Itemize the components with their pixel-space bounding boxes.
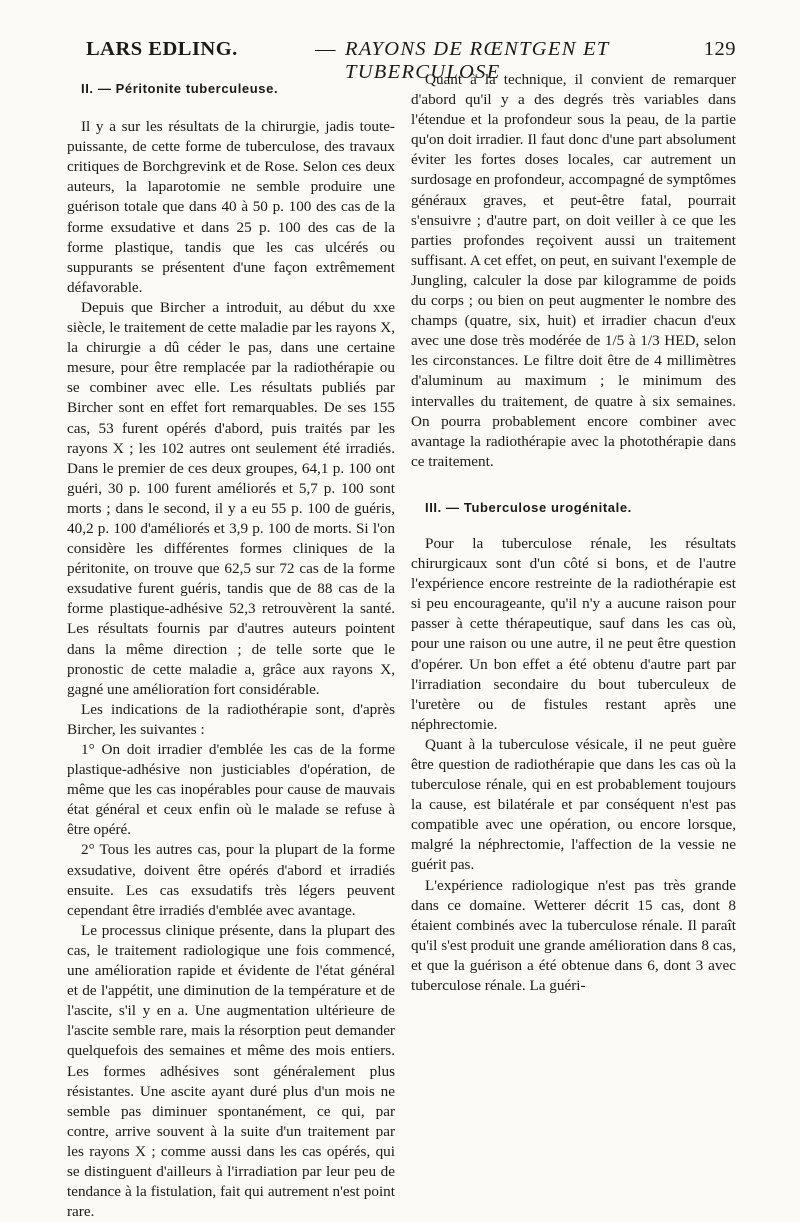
paragraph: Pour la tuberculose rénale, les résultats chirurgicaux sont d'un côté si bons, et de l'autre l'expérience encore restreinte de la radiothérapie est si peu encourageante, qu'il n'y a aucune raison pour passer à cette thérapeutique, sauf dans les cas où, pour une raison ou une autre, il ne peut être question d'opérer. Un bon effet a été obtenu d'autre part par l'irradiation secondaire du bout tuberculeux de l'uretère ou de fistules restant après une néphrectomie. bbox=[411, 534, 736, 733]
right-column bbox=[411, 70, 736, 996]
paragraph: 1° On doit irradier d'emblée les cas de la forme plastique-adhésive non justiciables d'opération, de même que les cas inopérables pour cause de mauvais état général et ceux enfin où le malade se refuse à être opéré. bbox=[67, 741, 395, 839]
section-heading-peritonite: II. — Péritonite tuberculeuse. bbox=[81, 81, 279, 96]
paragraph: L'expérience radiologique n'est pas très grande dans ce domaine. Wetterer décrit 15 cas, dont 8 étaient combinés avec la tuberculose rénale. Il paraît qu'il s'est produit une grande amélioration dans 8 cas, et que la guérison a été obtenue dans 6, dont 3 avec tuberculose rénale. La guéri- bbox=[411, 876, 736, 995]
section-heading-urogenitale: III. — Tuberculose urogénitale. bbox=[425, 499, 632, 515]
left-column bbox=[67, 73, 395, 1222]
paragraph: Depuis que Bircher a introduit, au début du xxe siècle, le traitement de cette maladie par les rayons X, la chirurgie a dû céder le pas, dans une certaine mesure, pour être remplacée par la radiothérapie ou se combiner avec elle. Les résultats publiés par Bircher sont en effet fort remarquables. De ses 155 cas, 53 furent opérés d'abord, puis traités par les rayons X ; les 102 autres ont seulement été irradiés. Dans le premier de ces deux groupes, 64,1 p. 100 ont guéri, 30 p. 100 furent améliorés et 5,7 p. 100 sont morts ; dans le second, il y a eu 55 p. 100 de guéris, 40,2 p. 100 d'améliorés et 3,9 p. 100 de morts. Si l'on considère les différentes formes cliniques de la péritonite, on trouve que 62,5 sur 72 cas de la forme exsudative furent guéris, tandis que de 88 cas de la forme plastique-adhésive 52,3 retrouvèrent la santé. Les résultats fournis par d'autres auteurs pointent dans la même direction ; de telle sorte que le pronostic de cette maladie a, grâce aux rayons X, gagné une amélioration fort considérable. bbox=[67, 298, 395, 698]
paragraph: Il y a sur les résultats de la chirurgie, jadis toute-puissante, de cette forme de tuberculose, des travaux critiques de Borchgrevink et de Rose. Selon ces deux auteurs, la laparotomie ne semble produire une guérison totale que dans 40 à 50 p. 100 des cas de la forme exsudative et dans 25 p. 100 des cas de la forme plastique, tandis que les cas ulcérés ou suppurants se présentent d'une façon extrêmement défavorable. bbox=[67, 118, 395, 296]
paragraph: 2° Tous les autres cas, pour la plupart de la forme exsudative, doivent être opérés d'abord et irradiés ensuite. Les cas exsudatifs très légers peuvent cependant être irradiés d'emblée avec avantage. bbox=[67, 841, 395, 919]
paragraph: Les indications de la radiothérapie sont, d'après Bircher, les suivantes : bbox=[67, 700, 395, 738]
page-number: 129 bbox=[703, 38, 736, 60]
header-title: RAYONS DE RŒNTGEN ET TUBERCULOSE bbox=[345, 38, 610, 83]
header-separator: — bbox=[315, 38, 336, 60]
paragraph: Quant à la technique, il convient de remarquer d'abord qu'il y a des degrés très variables dans l'étendue et la profondeur sous la peau, de la partie qu'on doit irradier. Il faut donc d'une part absolument éviter les fortes doses locales, car autrement un surdosage en profondeur, accompagné de symptômes généraux graves, et peut-être fatal, pourrait s'ensuivre ; d'autre part, on doit veiller à ce que les parties profondes reçoivent aussi un traitement suffisant. A cet effet, on peut, en suivant l'exemple de Jungling, calculer la dose par kilogramme de poids du corps ; ou bien on peut augmenter le nombre des champs (quatre, six, huit) et irradier chacun d'eux avec une dose très modérée de 1/5 à 1/3 HED, selon les circonstances. Le filtre doit être de 4 millimètres d'aluminum au maximum ; le minimum des intervalles du traitement, de quatre à six semaines. On pourra probablement encore combiner avec avantage la radiothérapie avec la photothérapie dans ce traitement. bbox=[411, 71, 736, 470]
paragraph: Quant à la tuberculose vésicale, il ne peut guère être question de radiothérapie que dans les cas où la tuberculose rénale, qui en est probablement toujours la cause, est bilatérale et par conséquent n'est pas compatible avec une opération, ou encore lorsque, malgré la néphrectomie, l'affection de la vessie ne guérit pas. bbox=[411, 735, 736, 874]
running-header bbox=[86, 38, 736, 83]
header-author: LARS EDLING. bbox=[86, 38, 238, 60]
paragraph: Le processus clinique présente, dans la plupart des cas, le traitement radiologique une fois commencé, une amélioration rapide et évidente de l'état général et de l'appétit, une diminution de la température et de l'ascite, s'il y en a. Une augmentation ultérieure de l'ascite semble rare, mais la résorption peut demander quelquefois des semaines et même des mois entiers. Les formes adhésives sont généralement plus résistantes. Une ascite ayant duré plus d'un mois ne semble pas diminuer spontanément, ce qui, par contre, arrive souvent à la suite d'un traitement par les rayons X ; comme aussi dans les cas opérés, qui se distinguent d'ailleurs à l'irradiation par leur peu de tendance à la fistulation, fait qui autrement n'est point rare. bbox=[67, 921, 395, 1221]
